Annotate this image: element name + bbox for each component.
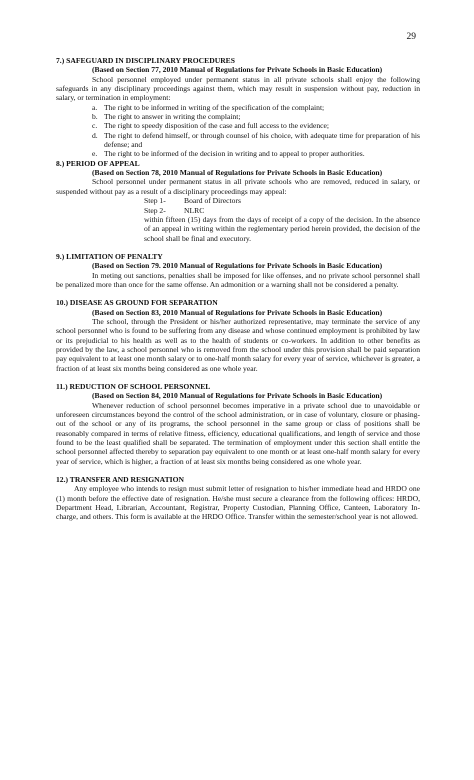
section-basis: (Based on Section 79. 2010 Manual of Regulations for Private Schools in Basic Education) bbox=[92, 261, 383, 271]
section-heading: 8.) PERIOD OF APPEAL bbox=[56, 158, 140, 168]
appeal-step: Step 1- Board of Directors bbox=[144, 196, 241, 206]
section-paragraph: In meting out sanctions, penalties shall be imposed for like offenses, and no private school personnel shall be penalized more than once for the same offense. An admonition or a warning shall not be considered a penalty. bbox=[56, 270, 420, 289]
section-basis: (Based on Section 84, 2010 Manual of Regulations for Private Schools in Basic Education) bbox=[92, 391, 383, 401]
list-item: b. The right to answer in writing the complaint; bbox=[92, 112, 241, 122]
section-heading: 12.) TRANSFER AND RESIGNATION bbox=[56, 475, 184, 485]
safeguards-list bbox=[56, 103, 420, 159]
section-9 bbox=[56, 252, 420, 289]
section-11 bbox=[56, 382, 420, 466]
section-heading: 11.) REDUCTION OF SCHOOL PERSONNEL bbox=[56, 382, 211, 391]
section-paragraph: School personnel under permanent status in all private schools who are removed, reduced in salary, or suspended without pay as a result of a disciplinary proceedings may appeal: bbox=[56, 177, 420, 196]
section-paragraph: within fifteen (15) days from the days of receipt of a copy of the decision. In the absence of an appeal in writing within the reglementary period herein provided, the decision of the school shall be final and executory. bbox=[144, 214, 420, 243]
section-7 bbox=[56, 56, 420, 159]
section-paragraph: Whenever reduction of school personnel becomes imperative in a private school due to unavoidable or unforeseen circumstances beyond the control of the school administration, or in case of voluntary, closure or phasing-out of the school or any of its programs, the school personnel in the same group or class of positions shall be reasonably compared in terms of relative fitness, efficiency, educational qualifications, and length of service and those found to be the least qualified shall be separated. The termination of employment under this section shall entitle the school personnel affected thereby to separation pay equivalent to one month or at least one-half month salary for every year of service, which is higher, a fraction of at least six months being considered as one whole year. bbox=[56, 400, 420, 466]
section-basis: (Based on Section 83, 2010 Manual of Regulations for Private Schools in Basic Education) bbox=[92, 307, 383, 317]
section-heading: 10.) DISEASE AS GROUND FOR SEPARATION bbox=[56, 298, 218, 308]
section-basis: (Based on Section 77, 2010 Manual of Regulations for Private Schools in Basic Education) bbox=[92, 65, 383, 75]
list-item: c. The right to speedy disposition of the case and full access to the evidence; bbox=[92, 121, 330, 131]
section-paragraph: Any employee who intends to resign must submit letter of resignation to his/her immediate head and HRDO one (1) month before the effective date of resignation. He/she must secure a clearance from the following offices: HRDO, Department Head, Librarian, Accountant, Registrar, Property Custodian, Planning Office, Canteen, Laboratory In-charge, and others. This form is available at the HRDO Office. Transfer within the semester/school year is not allowed. bbox=[56, 484, 420, 522]
list-item: e. The right to be informed of the decision in writing and to appeal to proper authorities. bbox=[92, 149, 365, 159]
section-12 bbox=[56, 475, 420, 522]
section-paragraph: School personnel employed under permanent status in all private schools shall enjoy the following safeguards in any disciplinary proceedings against them, which may result in suspension without pay, reduction in salary, or termination in employment: bbox=[56, 74, 420, 103]
section-heading: 7.) SAFEGUARD IN DISCIPLINARY PROCEDURES bbox=[56, 56, 235, 65]
appeal-step: Step 2- NLRC bbox=[144, 205, 205, 215]
section-paragraph: The school, through the President or his/her authorized representative, may terminate the service of any school personnel who is found to be suffering from any disease and whose continued employment is prohibited by law or its prejudicial to his health as well as to the health of students or co-workers. In addition to other benefits as provided by the law, a school personnel who is removed from the school under this provision shall be paid separation pay equivalent to at least one month salary or to one-half month salary for every year of service, whichever is greater, a fraction of at least six months being considered as one whole year. bbox=[56, 316, 420, 373]
list-item: a. The right to be informed in writing of the specification of the complaint; bbox=[92, 102, 325, 112]
appeal-steps bbox=[144, 196, 420, 215]
section-basis: (Based on Section 78, 2010 Manual of Regulations for Private Schools in Basic Education) bbox=[92, 168, 383, 178]
section-8 bbox=[56, 159, 420, 243]
section-heading: 9.) LIMITATION OF PENALTY bbox=[56, 251, 163, 261]
page-number: 29 bbox=[406, 32, 416, 42]
section-10 bbox=[56, 298, 420, 373]
document-body bbox=[56, 56, 420, 522]
list-item: d. The right to defend himself, or through counsel of his choice, with adequate time for preparation of his defense; and bbox=[92, 130, 420, 150]
